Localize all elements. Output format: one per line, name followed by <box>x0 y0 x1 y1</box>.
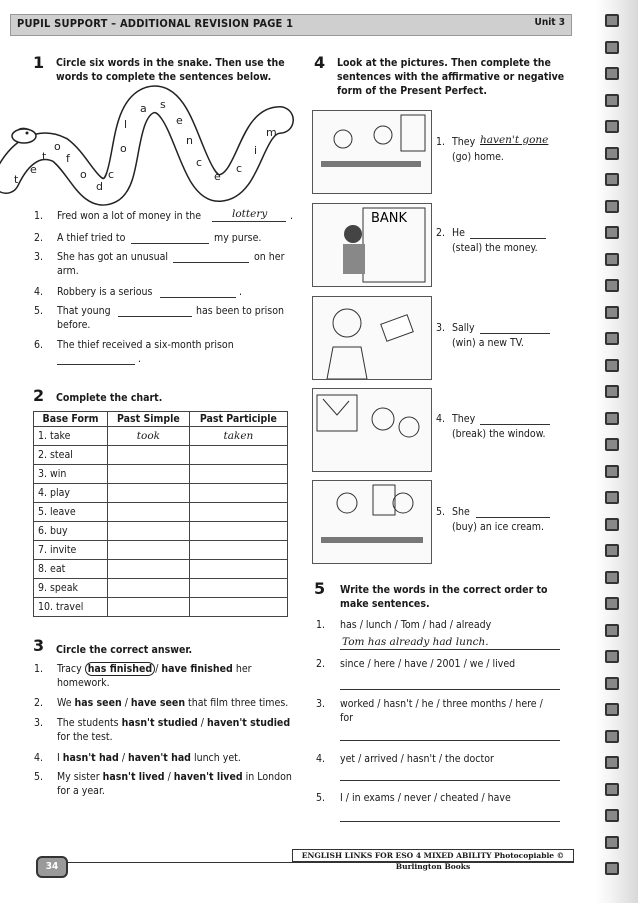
svg-text:tet ofo dco: tet ofo dco la s enc eci m <box>14 98 277 193</box>
answer-line[interactable] <box>340 740 560 741</box>
binding-ring <box>605 14 619 27</box>
chart-header: Past Simple <box>108 412 190 427</box>
binding-ring <box>605 862 619 875</box>
option[interactable]: hasn't lived <box>102 771 165 783</box>
binding-ring <box>605 491 619 504</box>
blank-line[interactable] <box>131 243 209 244</box>
ex1-instruction: Circle six words in the snake. Then use the words to complete the sentences below. <box>56 57 285 83</box>
binding-ring <box>605 332 619 345</box>
picture-bank-robber <box>312 203 432 287</box>
blank-line[interactable] <box>118 316 192 317</box>
blank-line[interactable] <box>212 221 286 222</box>
unit-label: Unit 3 <box>534 17 565 28</box>
ex1-answer-1: lottery <box>232 208 268 220</box>
binding-ring <box>605 200 619 213</box>
binding-ring <box>605 703 619 716</box>
binding-ring <box>605 306 619 319</box>
blank-line[interactable] <box>480 424 550 425</box>
option[interactable]: hasn't had <box>62 752 119 764</box>
binding-ring <box>605 465 619 478</box>
snake-illustration <box>0 80 300 210</box>
picture-office-workers <box>312 110 432 194</box>
table-row: 7. invite <box>34 541 288 560</box>
binding-ring <box>605 518 619 531</box>
answer-line[interactable] <box>340 689 560 690</box>
page-title: PUPIL SUPPORT – ADDITIONAL REVISION PAGE 1 <box>17 17 294 30</box>
binding-ring <box>605 730 619 743</box>
binding-ring <box>605 226 619 239</box>
blank-line[interactable] <box>480 333 550 334</box>
ex5-instruction: Write the words in the correct order to make sentences. <box>340 584 548 610</box>
option[interactable]: haven't had <box>128 752 191 764</box>
answer-line[interactable] <box>340 780 560 781</box>
binding-ring <box>605 677 619 690</box>
binding-ring <box>605 571 619 584</box>
binding-ring <box>605 385 619 398</box>
blank-line[interactable] <box>160 297 236 298</box>
ex5-answer-1[interactable]: Tom has already had lunch. <box>342 636 489 648</box>
chart-header: Past Participle <box>189 412 287 427</box>
binding-ring <box>605 412 619 425</box>
ex1-number: 1 <box>33 53 45 72</box>
binding-ring <box>605 41 619 54</box>
binding-ring <box>605 279 619 292</box>
ex2-number: 2 <box>33 386 45 405</box>
option[interactable]: haven't lived <box>173 771 243 783</box>
blank-line[interactable] <box>173 262 249 263</box>
ex4-number: 4 <box>314 53 326 72</box>
table-row: 10. travel <box>34 598 288 617</box>
table-row: 2. steal <box>34 446 288 465</box>
bank-sign: BANK <box>371 211 408 226</box>
table-row: 1. take took taken <box>34 427 288 446</box>
option[interactable]: hasn't studied <box>121 717 198 729</box>
ex2-instruction: Complete the chart. <box>56 392 163 404</box>
picture-sally-prize <box>312 296 432 380</box>
binding-ring <box>605 783 619 796</box>
binding-ring <box>605 836 619 849</box>
worksheet-page: PUPIL SUPPORT – ADDITIONAL REVISION PAGE 1 Unit 3 1 Circle six words in the snake. Then use the words to complete the sentences below. tet ofo dco la s enc eci m 1. Fred won a lot of money in the lottery . 2. A thief tried to my purse. 3. She has got an unusual on her arm. 4. Robbery is a serious . 5. That young has been to prison before. 6. The thief received a six-month prison . 2 Complete the chart. Base Form Past Simple Past Participle 1. take took taken 2. steal 3. win 4. play 5. leave 6. buy 7. invite 8. eat 9. speak 10. travel 3 Circle the correct answer. 1. Tracy has finished / have finished her homework. 2. We has seen / have seen that film three times. 3. The students hasn't studied / haven't studied for the test. 4. I hasn't had / haven't had lunch yet. 5. My sister hasn't lived / haven't lived in London for a year. 4 Look at the pictures. Then complete the sentences with the affirmative or negative form of the Present Perfect. BANK 1. They haven't gone (go) home. 2. He (steal) the money. 3. Sally (win) a new TV. 4. They (break) the window. 5. She (buy) an ice cream. 5 Write the words in the correct order to make sentences. 1. has / lunch / Tom / had / already Tom has already had lunch. 2. since / here / have / 2001 / we / lived 3. worked / hasn't / he / three months / here / for 4. yet / arrived / hasn't / the doctor 5. I / in exams / never / cheated / have 34 ENGLISH LINKS FOR ESO 4 MIXED ABILITY Photocopiable © Burlington Books <box>0 0 638 903</box>
ex4-instruction: Look at the pictures. Then complete the sentences with the affirmative or negative form of the Present Perfect. <box>337 57 565 97</box>
blank-line[interactable] <box>470 238 546 239</box>
binding-ring <box>605 253 619 266</box>
binding-ring <box>605 147 619 160</box>
option[interactable]: have seen <box>130 697 186 709</box>
ex3-number: 3 <box>33 636 45 655</box>
binding-ring <box>605 359 619 372</box>
binding-ring <box>605 438 619 451</box>
binding-ring <box>605 650 619 663</box>
binding-ring <box>605 756 619 769</box>
binding-ring <box>605 94 619 107</box>
option[interactable]: has seen <box>74 697 122 709</box>
blank-line[interactable] <box>476 517 550 518</box>
binding-ring <box>605 173 619 186</box>
picture-ice-cream <box>312 480 432 564</box>
table-row: 4. play <box>34 484 288 503</box>
footer-credit: ENGLISH LINKS FOR ESO 4 MIXED ABILITY Photocopiable © Burlington Books <box>292 849 574 862</box>
verb-chart <box>33 411 288 617</box>
picture-broken-window <box>312 388 432 472</box>
binding-ring <box>605 67 619 80</box>
binding-ring <box>605 624 619 637</box>
option[interactable]: have finished <box>161 663 233 675</box>
binding-ring <box>605 120 619 133</box>
table-row: 8. eat <box>34 560 288 579</box>
circled-answer[interactable]: has finished <box>85 662 156 676</box>
table-row: 5. leave <box>34 503 288 522</box>
ex4-answer-1[interactable]: haven't gone <box>480 134 549 146</box>
table-row: 6. buy <box>34 522 288 541</box>
binding-ring <box>605 809 619 822</box>
page-header <box>10 14 572 36</box>
answer-line[interactable] <box>340 821 560 822</box>
answer-line[interactable] <box>340 649 560 650</box>
ex5-number: 5 <box>314 579 326 598</box>
table-row: 3. win <box>34 465 288 484</box>
blank-line[interactable] <box>57 364 135 365</box>
footer-rule <box>66 862 574 863</box>
binding-ring <box>605 544 619 557</box>
binding-ring <box>605 597 619 610</box>
chart-header: Base Form <box>34 412 108 427</box>
table-row: 9. speak <box>34 579 288 598</box>
option[interactable]: haven't studied <box>206 717 291 729</box>
page-number: 34 <box>36 856 68 878</box>
ex3-instruction: Circle the correct answer. <box>56 644 193 656</box>
